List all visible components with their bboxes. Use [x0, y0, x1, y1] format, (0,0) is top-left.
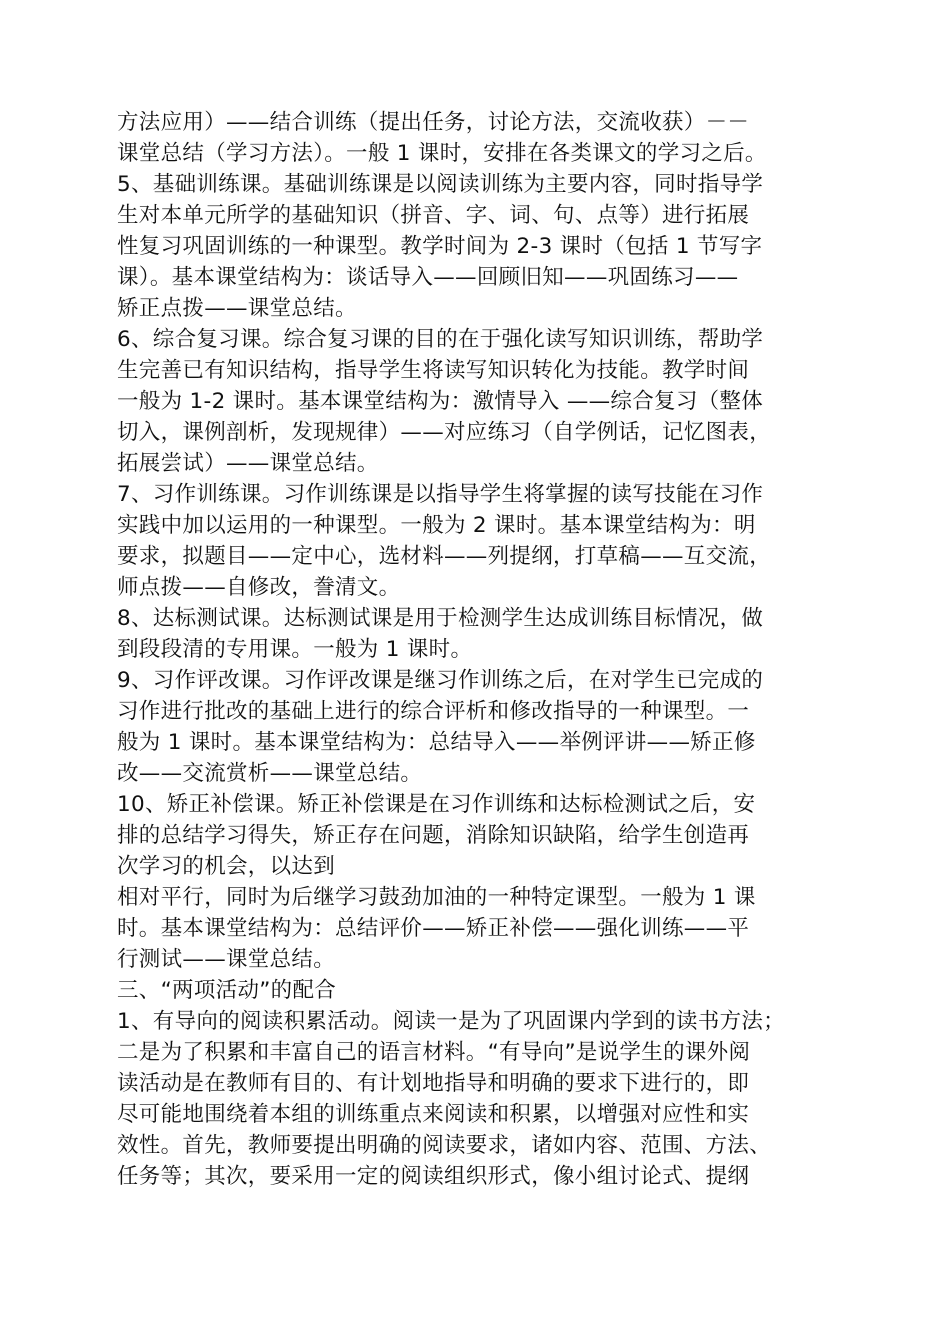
text-line: 9、习作评改课。习作评改课是继习作训练之后，在对学生已完成的 [117, 668, 764, 693]
text-line: 效性。首先，教师要提出明确的阅读要求，诸如内容、范围、方法、 [117, 1133, 772, 1158]
text-line: 次学习的机会，以达到 [117, 854, 336, 879]
text-line: 改——交流赏析——课堂总结。 [117, 761, 423, 786]
text-line: 师点拨——自修改，誊清文。 [117, 575, 401, 600]
text-line: 行测试——课堂总结。 [117, 947, 336, 972]
text-line: 相对平行，同时为后继学习鼓劲加油的一种特定课型。一般为 1 课 [117, 885, 756, 910]
text-line: 时。基本课堂结构为：总结评价——矫正补偿——强化训练——平 [117, 916, 750, 941]
text-line: 拓展尝试）——课堂总结。 [117, 451, 379, 476]
text-line: 生完善已有知识结构，指导学生将读写知识转化为技能。教学时间 [117, 358, 750, 383]
text-line: 生对本单元所学的基础知识（拼音、字、词、句、点等）进行拓展 [117, 203, 750, 228]
text-line: 二是为了积累和丰富自己的语言材料。“有导向”是说学生的课外阅 [117, 1040, 751, 1065]
text-line: 要求，拟题目——定中心，选材料——列提纲，打草稿——互交流， [117, 544, 772, 569]
text-line: 尽可能地围绕着本组的训练重点来阅读和积累，以增强对应性和实 [117, 1102, 750, 1127]
text-line: 7、习作训练课。习作训练课是以指导学生将掌握的读写技能在习作 [117, 482, 764, 507]
text-line: 方法应用）——结合训练（提出任务，讨论方法，交流收获）－－ [117, 110, 750, 135]
text-line: 排的总结学习得失，矫正存在问题，消除知识缺陷，给学生创造再 [117, 823, 750, 848]
text-line: 习作进行批改的基础上进行的综合评析和修改指导的一种课型。一 [117, 699, 750, 724]
text-line: 5、基础训练课。基础训练课是以阅读训练为主要内容，同时指导学 [117, 172, 764, 197]
text-line: 实践中加以运用的一种课型。一般为 2 课时。基本课堂结构为：明 [117, 513, 756, 538]
text-line: 课）。基本课堂结构为：谈话导入——回顾旧知——巩固练习—— [117, 265, 739, 290]
text-line: 般为 1 课时。基本课堂结构为：总结导入——举例评讲——矫正修 [117, 730, 756, 755]
text-line: 一般为 1-2 课时。基本课堂结构为：激情导入 ——综合复习（整体 [117, 389, 764, 414]
text-line: 6、综合复习课。综合复习课的目的在于强化读写知识训练，帮助学 [117, 327, 764, 352]
text-line: 读活动是在教师有目的、有计划地指导和明确的要求下进行的，即 [117, 1071, 750, 1096]
text-line: 课堂总结（学习方法）。一般 1 课时，安排在各类课文的学习之后。 [117, 141, 767, 166]
text-line: 10、矫正补偿课。矫正补偿课是在习作训练和达标检测试之后，安 [117, 792, 756, 817]
text-line: 性复习巩固训练的一种课型。教学时间为 2-3 课时（包括 1 节写字 [117, 234, 763, 259]
text-line: 8、达标测试课。达标测试课是用于检测学生达成训练目标情况，做 [117, 606, 764, 631]
text-line: 任务等；其次，要采用一定的阅读组织形式，像小组讨论式、提纲 [117, 1164, 750, 1189]
text-body [117, 107, 857, 1192]
text-line: 矫正点拨——课堂总结。 [117, 296, 357, 321]
section-heading: 三、“两项活动”的配合 [117, 978, 337, 1003]
text-line: 切入，课例剖析，发现规律）——对应练习（自学例话，记忆图表， [117, 420, 772, 445]
text-line: 到段段清的专用课。一般为 1 课时。 [117, 637, 473, 662]
text-line: 1、有导向的阅读积累活动。阅读一是为了巩固课内学到的读书方法； [117, 1009, 785, 1034]
